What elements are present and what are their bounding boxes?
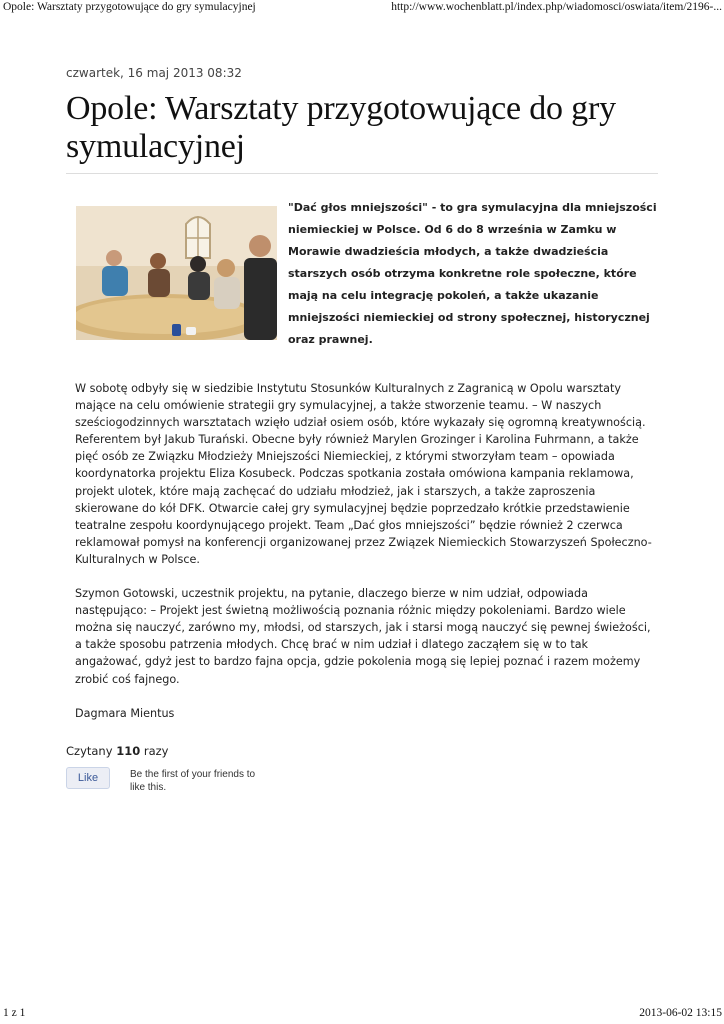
print-page-number: 1 z 1 <box>3 1007 26 1019</box>
read-count-prefix: Czytany <box>66 744 113 758</box>
read-count <box>66 744 168 758</box>
article <box>66 66 658 346</box>
article-body <box>75 380 655 739</box>
print-header <box>0 1 724 15</box>
read-count-value: 110 <box>116 744 141 758</box>
article-photo <box>76 206 277 340</box>
print-footer <box>0 1007 724 1021</box>
article-title: Opole: Warsztaty przygotowujące do gry symulacyjnej <box>66 90 616 165</box>
article-paragraph: Szymon Gotowski, uczestnik projektu, na pytanie, dlaczego bierze w nim udział, odpowiada następująco: – Projekt jest świetną możliwością poznania różnic między pokoleniami. Bardzo wiele można się nauczyć, zarówno my, młodsi, od starszych, jak i starsi mogą nauczyć się pewnej świeżości, a także sposobu patrzenia młodych. Chcę brać w nim udział i dlatego zacząłem się w to tak angażować, gdyż jest to bardzo fajna opcja, gdzie pokolenia mogą się lepiej poznać i razem możemy zrobić coś fajnego. <box>75 587 651 686</box>
workshop-photo-illustration <box>76 206 277 340</box>
title-divider <box>66 173 658 174</box>
like-button[interactable]: Like <box>66 767 110 789</box>
facebook-like-widget <box>66 767 276 797</box>
article-paragraph: W sobotę odbyły się w siedzibie Instytutu Stosunków Kulturalnych z Zagranicą w Opolu warsztaty mające na celu omówienie strategii gry symulacyjnej, a także stworzenie teamu. – W naszych sześciogodzinnych warsztatach wzięło udział osiem osób, które wykazały się ogromną kreatywnością. Referentem był Jakub Turański. Obecne były również Marylen Grozinger i Karolina Fuhrmann, a także pięć osób ze Związku Młodzieży Mniejszości Niemieckiej, z którymi stworzyłam team – opowiada koordynatorka projektu Eliza Kosubeck. Podczas spotkania została omówiona kampania reklamowa, projekt ulotek, które mają zachęcać do udziału młodzież, jak i starszych, a także zaproszenia skierowane do kół DFK. Otwarcie całej gry symulacyjnej będzie poprzedzało krótkie przedstawienie teatralne zespołu koordynującego projekt. Team „Dać głos mniejszości” będzie również 2 czerwca reklamował pomysł na konferencji organizowanej przez Związek Niemieckich Stowarzyszeń Społeczno-Kulturalnych w Polsce. <box>75 382 652 566</box>
article-lead: "Dać głos mniejszości" - to gra symulacyjna dla mniejszości niemieckiej w Polsce. Od 6 do 8 września w Zamku w Morawie dwadzieścia młodych, a także dwadzieścia starszych osób otrzyma konkretne role społeczne, które mają na celu integrację pokoleń, a także ukazanie mniejszości niemieckiej od strony społecznej, historycznej oraz prawnej. <box>288 201 657 346</box>
print-page-url: http://www.wochenblatt.pl/index.php/wiadomosci/oswiata/item/2196-... <box>391 1 722 13</box>
print-datetime: 2013-06-02 13:15 <box>639 1007 722 1019</box>
article-author: Dagmara Mientus <box>75 706 175 720</box>
print-page-title: Opole: Warsztaty przygotowujące do gry symulacyjnej <box>3 1 256 13</box>
article-date: czwartek, 16 maj 2013 08:32 <box>66 66 242 80</box>
read-count-suffix: razy <box>143 744 169 758</box>
like-social-text: Be the first of your friends to like this. <box>130 769 256 793</box>
